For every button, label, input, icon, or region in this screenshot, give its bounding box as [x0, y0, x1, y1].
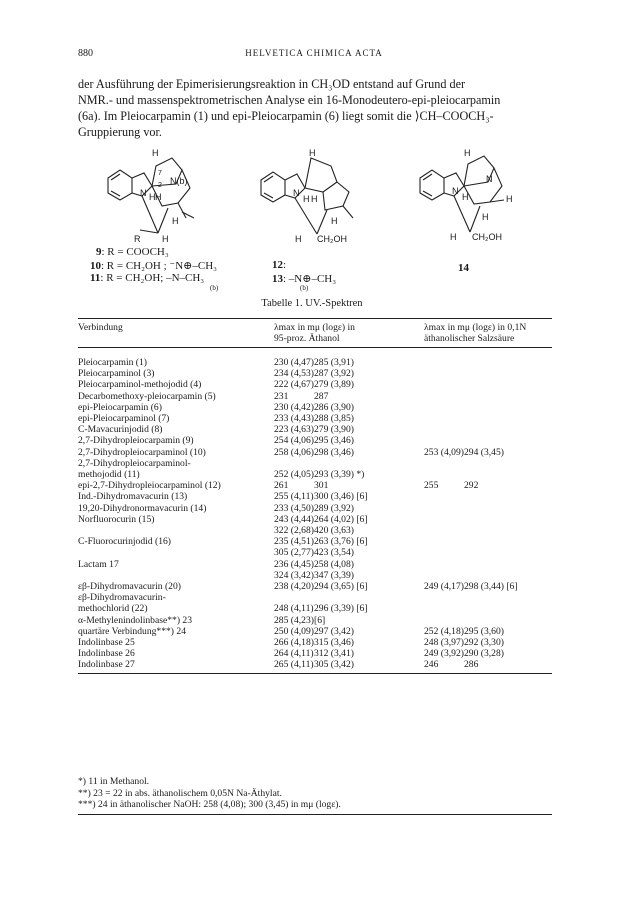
compound-name-cell: epi-Pleiocarpamin (6): [78, 401, 162, 413]
compound-name-cell: Pleiocarpamin (1): [78, 357, 147, 368]
atom-label-r: R: [134, 234, 141, 244]
atom-label-ch2oh: CH₂OH: [317, 234, 347, 244]
value-cell: [464, 368, 552, 379]
value-cell: [464, 559, 552, 570]
compound-name-cell: εβ-Dihydromavacurin (20): [78, 581, 181, 593]
intro-line-3: (6a). Im Pleiocarpamin (1) und epi-Pleiocarpamin (6) liegt somit die ⟩CH–COOCH₃-: [78, 109, 494, 123]
value-cell: 255: [424, 480, 439, 492]
value-cell: 279 (3,90): [314, 424, 354, 436]
compound-10-text: : R = CH₂OH ; ⁻N⊕–CH₃: [101, 260, 217, 272]
value-cell: [424, 592, 464, 603]
compound-name-cell: Decarbomethoxy-pleiocarpamin (5): [78, 390, 216, 402]
value-cell: [424, 503, 464, 514]
compound-name-cell: methochlorid (22): [78, 603, 148, 615]
value-cell: 294 (3,45): [464, 446, 504, 458]
structure-12-drawing: [255, 148, 365, 248]
table-row: [78, 603, 552, 614]
table-header-row: [78, 319, 552, 348]
table-row: [78, 368, 552, 379]
value-cell: [464, 435, 552, 446]
value-cell: 253 (4,09): [424, 446, 464, 458]
value-cell: [464, 570, 552, 581]
table-row: [78, 514, 552, 525]
value-cell: [464, 615, 552, 626]
compound-11-text: : R = CH₂OH; –N–CH₃: [100, 272, 205, 284]
value-cell: 301: [314, 480, 329, 492]
header-ethanol: [274, 319, 424, 348]
table-row: [78, 592, 552, 603]
value-cell: 324 (3,42): [274, 569, 314, 581]
value-cell: 322 (2,68): [274, 525, 314, 537]
structure-9-10-11: [100, 148, 210, 248]
header-hcl: [424, 319, 552, 348]
header-verbindung: Verbindung: [78, 322, 123, 333]
value-cell: 292 (3,30): [464, 637, 504, 649]
value-cell: 298 (3,44) [6]: [464, 581, 518, 593]
value-cell: [314, 458, 424, 469]
value-cell: [464, 536, 552, 547]
value-cell: [274, 458, 314, 469]
atom-label-h-3: H: [506, 194, 513, 204]
value-cell: [424, 348, 464, 369]
value-cell: [464, 424, 552, 435]
value-cell: 248 (4,11): [274, 603, 314, 615]
value-cell: 297 (3,42): [314, 625, 354, 637]
table-row: [78, 626, 552, 637]
intro-line-1: der Ausführung der Epimerisierungsreaktion in CH₃OD entstand auf Grund der: [78, 77, 466, 91]
value-cell: [464, 592, 552, 603]
compound-name-cell: [78, 570, 274, 581]
atom-label-h-4: H: [482, 212, 489, 222]
value-cell: 286 (3,90): [314, 401, 354, 413]
compound-10-number: 10: [90, 260, 101, 272]
table-row: [78, 458, 552, 469]
header-ethanol-line2: 95-proz. Äthanol: [274, 333, 340, 344]
value-cell: [424, 368, 464, 379]
compound-name-cell: C-Mavacurinjodid (8): [78, 424, 163, 436]
table-row: [78, 615, 552, 626]
value-cell: 230 (4,47): [274, 357, 314, 368]
footnote-2: **) 23 = 22 in abs. äthanolischem 0,05N Na-Äthylat.: [78, 787, 282, 799]
value-cell: 266 (4,18): [274, 637, 314, 649]
compound-name-cell: 2,7-Dihydropleiocarpamin (9): [78, 435, 194, 447]
value-cell: [424, 615, 464, 626]
value-cell: 296 (3,39) [6]: [314, 603, 368, 615]
structure-12-13: [255, 148, 365, 248]
table-row: [78, 659, 552, 673]
value-cell: 236 (4,45): [274, 558, 314, 570]
compound-name-cell: α-Methylenindolinbase**) 23: [78, 614, 193, 626]
compound-12-number: 12: [272, 259, 283, 271]
compound-13-text: : –N⊕–CH₃: [283, 273, 337, 285]
value-cell: 264 (4,02) [6]: [314, 513, 368, 525]
table-row: [78, 648, 552, 659]
compound-name-cell: Norfluorocurin (15): [78, 513, 155, 525]
structure-14: [410, 148, 530, 248]
value-cell: 288 (3,85): [314, 413, 354, 425]
atom-label-h-2: H: [303, 194, 310, 204]
value-cell: 315 (3,46): [314, 637, 354, 649]
value-cell: 222 (4,67): [274, 379, 314, 391]
value-cell: [424, 603, 464, 614]
value-cell: [424, 547, 464, 558]
value-cell: 249 (4,17): [424, 581, 464, 593]
compound-name-cell: Lactam 17: [78, 558, 119, 570]
value-cell: 243 (4,44): [274, 513, 314, 525]
compound-name-cell: Indolinbase 25: [78, 637, 135, 649]
uv-spectra-table: [78, 318, 552, 674]
table-row: [78, 391, 552, 402]
compound-9-number: 9: [96, 246, 102, 258]
value-cell: 255 (4,11): [274, 491, 314, 503]
value-cell: [464, 413, 552, 424]
table-body: [78, 348, 552, 674]
table-row: [78, 581, 552, 592]
value-cell: 231: [274, 390, 289, 402]
value-cell: 265 (4,11): [274, 659, 314, 671]
atom-label-n: N: [293, 188, 300, 198]
value-cell: 254 (4,06): [274, 435, 314, 447]
value-cell: [424, 559, 464, 570]
intro-line-2: NMR.- und massenspektrometrischen Analyse ein 16-Monodeutero-epi-pleiocarpamin: [78, 93, 501, 107]
header-ethanol-line1: λmax in mμ (logε) in: [274, 322, 355, 333]
atom-label-nb: N(b): [170, 176, 188, 186]
table-caption: Tabelle 1. UV.-Spektren: [261, 298, 363, 309]
compound-name-cell: quartäre Verbindung***) 24: [78, 625, 186, 637]
value-cell: 305 (3,42): [314, 659, 354, 671]
value-cell: [424, 570, 464, 581]
atom-label-2: 2: [158, 182, 162, 189]
atom-label-h-5: H: [450, 232, 457, 242]
value-cell: 235 (4,51): [274, 536, 314, 548]
table-row: [78, 480, 552, 491]
value-cell: 295 (3,46): [314, 435, 354, 447]
value-cell: [464, 348, 552, 369]
value-cell: 289 (3,92): [314, 502, 354, 514]
atom-label-n: N: [452, 186, 459, 196]
value-cell: 347 (3,39): [314, 569, 354, 581]
value-cell: 249 (3,92): [424, 648, 464, 660]
value-cell: [464, 491, 552, 502]
compound-14: [458, 262, 469, 274]
value-cell: 252 (4,18): [424, 625, 464, 637]
table-row: [78, 379, 552, 390]
atom-label-h-top: H: [152, 148, 159, 158]
table-row: [78, 491, 552, 502]
value-cell: [464, 458, 552, 469]
value-cell: [424, 514, 464, 525]
compound-11-number: 11: [90, 272, 101, 284]
value-cell: 234 (4,53): [274, 368, 314, 380]
compound-name-cell: [78, 525, 274, 536]
value-cell: 238 (4,20): [274, 581, 314, 593]
value-cell: [424, 525, 464, 536]
atom-label-n: N: [140, 188, 147, 198]
atom-label-n-2: N: [486, 174, 493, 184]
compound-12-text: :: [283, 259, 287, 271]
value-cell: [6]: [314, 614, 326, 626]
page-header: [78, 48, 550, 64]
compound-name-cell: Indolinbase 27: [78, 659, 135, 671]
value-cell: [424, 402, 464, 413]
value-cell: [464, 503, 552, 514]
value-cell: 248 (3,97): [424, 637, 464, 649]
value-cell: [464, 514, 552, 525]
value-cell: 258 (4,08): [314, 558, 354, 570]
compound-14-number: 14: [458, 262, 469, 274]
value-cell: 261: [274, 480, 289, 492]
table-row: [78, 413, 552, 424]
table-row: [78, 435, 552, 446]
value-cell: [464, 603, 552, 614]
footnote-1: *) 11 in Methanol.: [78, 776, 150, 787]
table-row: [78, 447, 552, 458]
compound-9: [96, 246, 169, 258]
compound-name-cell: 19,20-Dihydronormavacurin (14): [78, 502, 207, 514]
compound-11-subscript: (b): [210, 284, 219, 292]
compound-name-cell: Ind.-Dihydromavacurin (13): [78, 491, 188, 503]
value-cell: 252 (4,05): [274, 469, 314, 481]
atom-label-h-2: H: [149, 192, 156, 202]
value-cell: 293 (3,39) *): [314, 469, 365, 481]
table-row: [78, 424, 552, 435]
compound-name-cell: epi-2,7-Dihydropleiocarpaminol (12): [78, 480, 221, 492]
value-cell: [464, 402, 552, 413]
table-row: [78, 348, 552, 369]
table-row: [78, 503, 552, 514]
value-cell: [464, 469, 552, 480]
atom-label-h-5: H: [295, 234, 302, 244]
value-cell: 233 (4,50): [274, 502, 314, 514]
value-cell: 263 (3,76) [6]: [314, 536, 368, 548]
value-cell: 285 (4,23): [274, 614, 314, 626]
value-cell: 290 (3,28): [464, 648, 504, 660]
compound-name-cell: C-Fluorocurinjodid (16): [78, 536, 171, 548]
value-cell: [464, 379, 552, 390]
value-cell: 300 (3,46) [6]: [314, 491, 368, 503]
table-row: [78, 547, 552, 558]
atom-label-h-3: H: [155, 192, 162, 202]
value-cell: 312 (3,41): [314, 648, 354, 660]
value-cell: [464, 525, 552, 536]
value-cell: 287 (3,92): [314, 368, 354, 380]
atom-label-h-top: H: [464, 148, 471, 158]
value-cell: [424, 424, 464, 435]
value-cell: [464, 391, 552, 402]
intro-line-4: Gruppierung vor.: [78, 125, 162, 139]
compound-13-number: 13: [272, 273, 283, 285]
value-cell: 279 (3,89): [314, 379, 354, 391]
value-cell: 287: [314, 390, 329, 402]
footnote-3: ***) 24 in äthanolischer NaOH: 258 (4,08); 300 (3,45) in mμ (logε).: [78, 799, 341, 810]
page-number: 880: [78, 48, 93, 59]
value-cell: [424, 379, 464, 390]
value-cell: 420 (3,63): [314, 525, 354, 537]
compound-name-cell: Pleiocarpaminol (3): [78, 368, 155, 380]
compound-name-cell: Indolinbase 26: [78, 648, 135, 660]
table-footnotes: [78, 776, 552, 811]
value-cell: 230 (4,42): [274, 401, 314, 413]
value-cell: 292: [464, 480, 479, 492]
compound-name-cell: Pleiocarpaminol-methojodid (4): [78, 379, 202, 391]
value-cell: [314, 592, 424, 603]
value-cell: [424, 491, 464, 502]
intro-paragraph: [78, 76, 552, 140]
value-cell: 298 (3,46): [314, 446, 354, 458]
value-cell: 258 (4,06): [274, 446, 314, 458]
table-row: [78, 559, 552, 570]
compound-name-cell: εβ-Dihydromavacurin-: [78, 592, 166, 604]
table-row: [78, 469, 552, 480]
atom-label-h-top: H: [309, 148, 316, 158]
table-row: [78, 637, 552, 648]
header-hcl-line1: λmax in mμ (logε) in 0,1N: [424, 322, 527, 333]
value-cell: [464, 547, 552, 558]
value-cell: [424, 458, 464, 469]
table-row: [78, 402, 552, 413]
value-cell: 250 (4,09): [274, 625, 314, 637]
atom-label-h-4: H: [331, 216, 338, 226]
value-cell: 286: [464, 659, 479, 671]
value-cell: [424, 413, 464, 424]
atom-label-h-2: H: [462, 192, 469, 202]
value-cell: [424, 435, 464, 446]
compound-name-cell: [78, 547, 274, 558]
value-cell: [424, 536, 464, 547]
atom-label-ch2oh: CH₂OH: [472, 232, 502, 242]
compound-13-subscript: (b): [300, 284, 309, 292]
value-cell: [274, 592, 314, 603]
value-cell: [424, 469, 464, 480]
compound-11: [90, 272, 204, 284]
compound-name-cell: 2,7-Dihydropleiocarpaminol (10): [78, 446, 206, 458]
table-row: [78, 536, 552, 547]
header-hcl-line2: äthanolischer Salzsäure: [424, 333, 515, 344]
value-cell: [424, 391, 464, 402]
atom-label-h-5: H: [162, 234, 169, 244]
value-cell: 264 (4,11): [274, 648, 314, 660]
table-row: [78, 570, 552, 581]
atom-label-7: 7: [158, 170, 162, 177]
value-cell: 285 (3,91): [314, 357, 354, 368]
value-cell: 294 (3,65) [6]: [314, 581, 368, 593]
value-cell: 295 (3,60): [464, 625, 504, 637]
compound-name-cell: 2,7-Dihydropleiocarpaminol-: [78, 457, 191, 469]
compound-10: [90, 259, 217, 272]
value-cell: 223 (4,63): [274, 424, 314, 436]
compound-12: [272, 259, 286, 271]
compound-name-cell: methojodid (11): [78, 469, 140, 481]
compound-9-text: : R = COOCH₃: [101, 246, 169, 258]
value-cell: 305 (2,77): [274, 547, 314, 559]
value-cell: 423 (3,54): [314, 547, 354, 559]
value-cell: 233 (4,43): [274, 413, 314, 425]
compound-name-cell: epi-Pleiocarpaminol (7): [78, 413, 170, 425]
journal-title: HELVETICA CHIMICA ACTA: [245, 48, 383, 58]
value-cell: 246: [424, 659, 439, 671]
atom-label-h-4: H: [172, 216, 179, 226]
table-row: [78, 525, 552, 536]
atom-label-h-3: H: [311, 194, 318, 204]
bottom-rule: [78, 814, 552, 815]
